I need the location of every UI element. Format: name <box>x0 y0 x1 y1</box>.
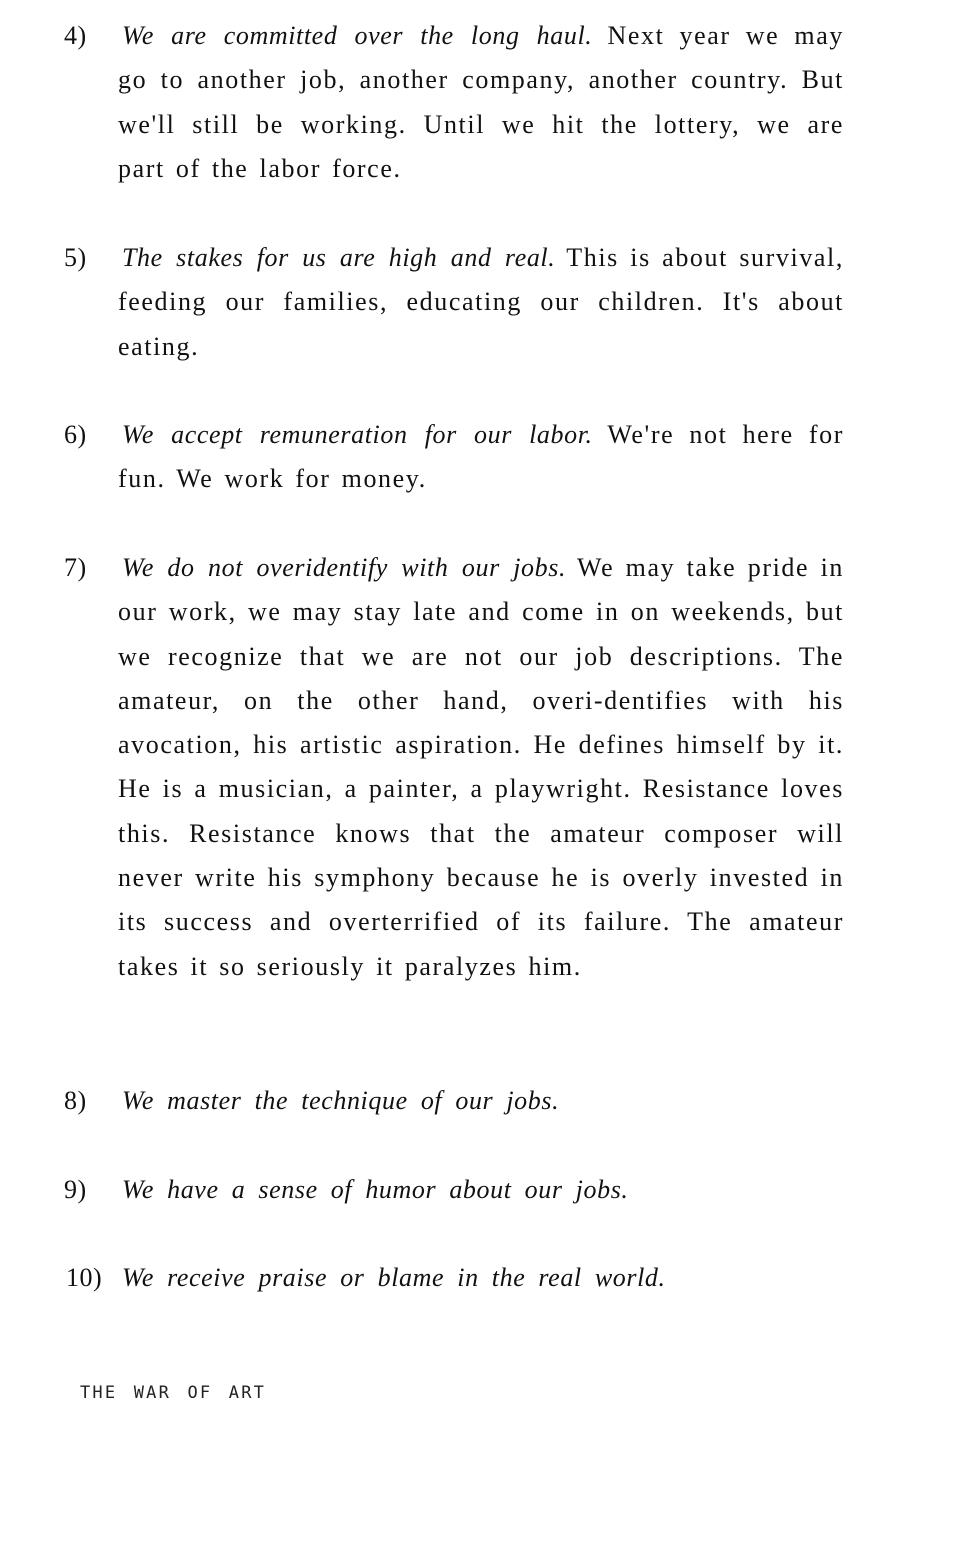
item-number: 7) <box>64 553 87 582</box>
item-paragraph <box>118 236 844 369</box>
item-number: 6) <box>64 420 87 449</box>
item-text: Next year we may go to another job, another company, another country. But we'll still be working. Until we hit the lottery, we are part of the labor force. <box>118 21 844 183</box>
item-heading: We accept remuneration for our labor. <box>122 420 593 449</box>
item-number: 10) <box>66 1263 103 1292</box>
item-heading: We master the technique of our jobs. <box>122 1086 560 1115</box>
item-heading: The stakes for us are high and real. <box>122 243 556 272</box>
item-number: 8) <box>64 1086 87 1115</box>
item-paragraph <box>118 14 844 191</box>
item-paragraph <box>118 1168 844 1212</box>
item-number: 9) <box>64 1175 87 1204</box>
item-paragraph <box>118 1256 844 1300</box>
item-heading: We are committed over the long haul. <box>122 21 593 50</box>
item-text: We may take pride in our work, we may stay late and come in on weekends, but we recognize that we are not our job descriptions. The amateur, on the other hand, overi-dentifies with his avocation, his artistic aspiration. He defines himself by it. He is a musician, a painter, a playwright. Resistance loves this. Resistance knows that the amateur composer will never write his symphony because he is overly invested in its success and overterrified of its failure. The amateur takes it so seriously it paralyzes him. <box>118 553 844 981</box>
item-number: 5) <box>64 243 87 272</box>
item-paragraph <box>118 1079 844 1123</box>
item-text: We're not here for fun. We work for money. <box>118 420 844 494</box>
item-paragraph <box>118 546 844 989</box>
item-number: 4) <box>64 21 87 50</box>
running-head: THE WAR OF ART <box>80 1383 267 1403</box>
item-paragraph <box>118 413 844 502</box>
item-heading: We have a sense of humor about our jobs. <box>122 1175 629 1204</box>
item-text: This is about survival, feeding our families, educating our children. It's about eating. <box>118 243 844 361</box>
item-heading: We do not overidentify with our jobs. <box>122 553 567 582</box>
item-heading: We receive praise or blame in the real world. <box>122 1263 666 1292</box>
